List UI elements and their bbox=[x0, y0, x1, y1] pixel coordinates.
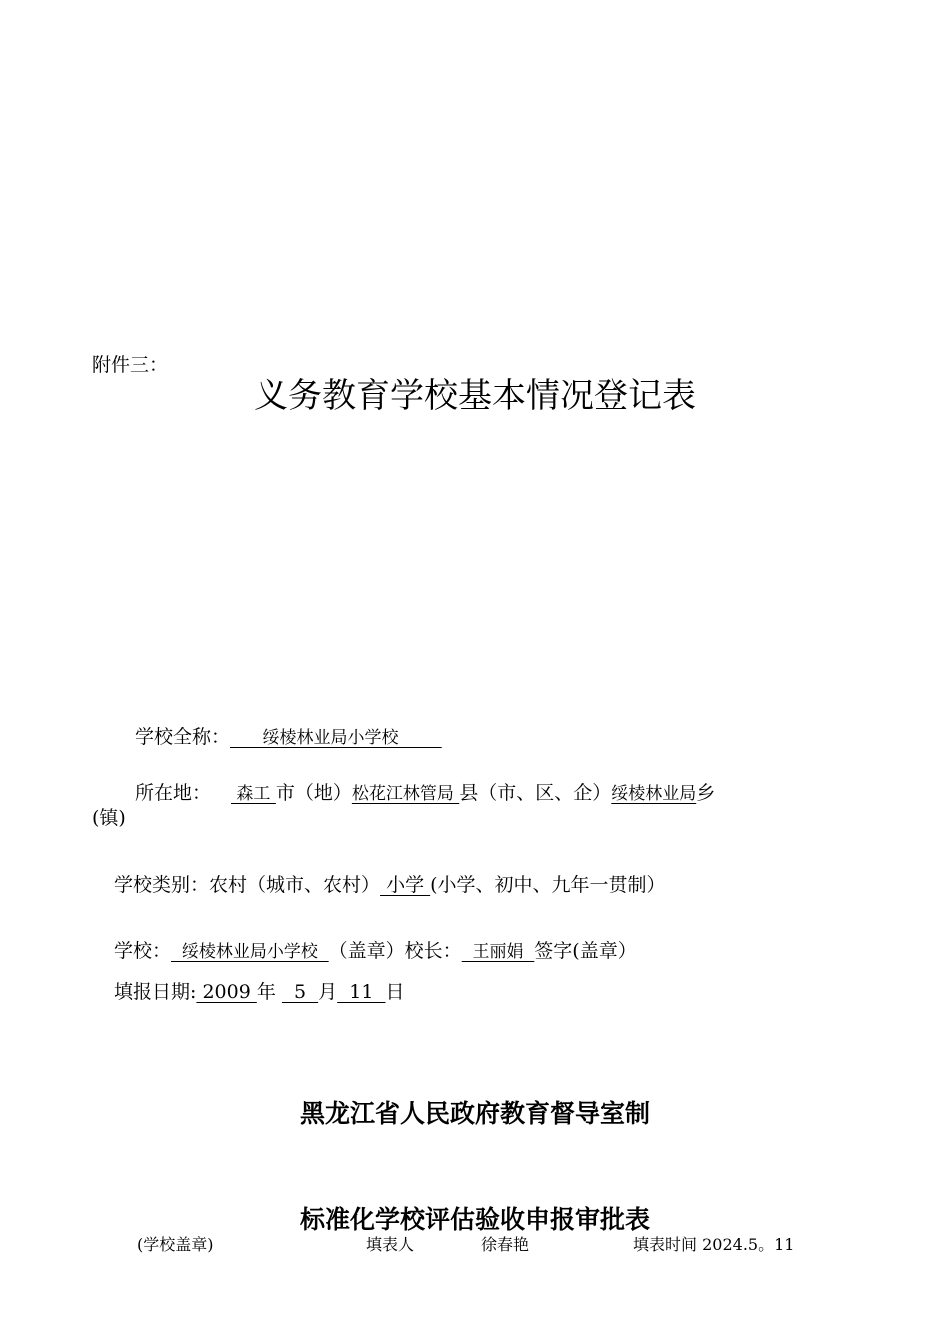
form2-filler-name: 徐春艳 bbox=[481, 1235, 530, 1254]
fill-date-month-unit: 月 bbox=[318, 981, 338, 1003]
principal-value: 王丽娟 bbox=[461, 942, 535, 962]
page-title: 义务教育学校基本情况登记表 bbox=[254, 376, 696, 416]
fill-date-year: 2009 bbox=[196, 981, 257, 1003]
issuer-line: 黑龙江省人民政府教育督导室制 bbox=[299, 1099, 650, 1128]
location-city: 森工 bbox=[231, 784, 276, 804]
school-type-value-area: 农村 bbox=[209, 874, 248, 896]
location-county-suffix: 县（市、区、企） bbox=[459, 782, 612, 804]
location-township-suffix: 乡 bbox=[696, 782, 716, 804]
school-value: 绥棱林业局小学校 bbox=[171, 942, 329, 962]
school-name-value: 绥棱林业局小学校 bbox=[230, 728, 442, 748]
school-label: 学校： bbox=[114, 940, 172, 962]
form2-filler-label: 填表人 bbox=[366, 1235, 415, 1254]
principal-label: 校长： bbox=[404, 940, 462, 962]
form2-time bbox=[633, 1232, 794, 1255]
form2-time-label: 填表时间 bbox=[633, 1235, 698, 1254]
seal-label: （盖章） bbox=[328, 940, 405, 962]
fill-date-day-unit: 日 bbox=[385, 981, 405, 1003]
location-city-suffix: 市（地） bbox=[275, 782, 352, 804]
school-type-label: 学校类别： bbox=[114, 874, 210, 896]
school-type-row bbox=[114, 870, 666, 897]
form2-time-value: 2024.5。11 bbox=[702, 1235, 795, 1254]
fill-date-label: 填报日期: bbox=[114, 981, 197, 1003]
sign-suffix: 签字(盖章） bbox=[534, 940, 637, 962]
location-township: 绥棱林业局 bbox=[611, 784, 697, 804]
fill-date-month: 5 bbox=[281, 981, 319, 1003]
fill-date-year-unit: 年 bbox=[256, 981, 276, 1003]
school-type-value-level: 小学 bbox=[380, 874, 431, 896]
location-town-suffix: (镇) bbox=[92, 807, 126, 829]
attachment-label: 附件三： bbox=[92, 354, 169, 376]
school-name-row bbox=[135, 722, 442, 749]
school-name-label: 学校全称： bbox=[135, 726, 231, 748]
location-row bbox=[135, 778, 715, 805]
location-label: 所在地： bbox=[135, 782, 212, 804]
form2-title: 标准化学校评估验收申报审批表 bbox=[299, 1205, 650, 1234]
school-type-hint-level: (小学、初中、九年一贯制） bbox=[430, 874, 666, 896]
fill-date-row bbox=[114, 977, 405, 1004]
signature-row bbox=[114, 936, 637, 963]
location-county: 松花江林管局 bbox=[351, 784, 460, 804]
fill-date-day: 11 bbox=[337, 981, 386, 1003]
school-type-hint-area: （城市、农村） bbox=[247, 874, 381, 896]
form2-seal-label: (学校盖章) bbox=[137, 1235, 214, 1254]
